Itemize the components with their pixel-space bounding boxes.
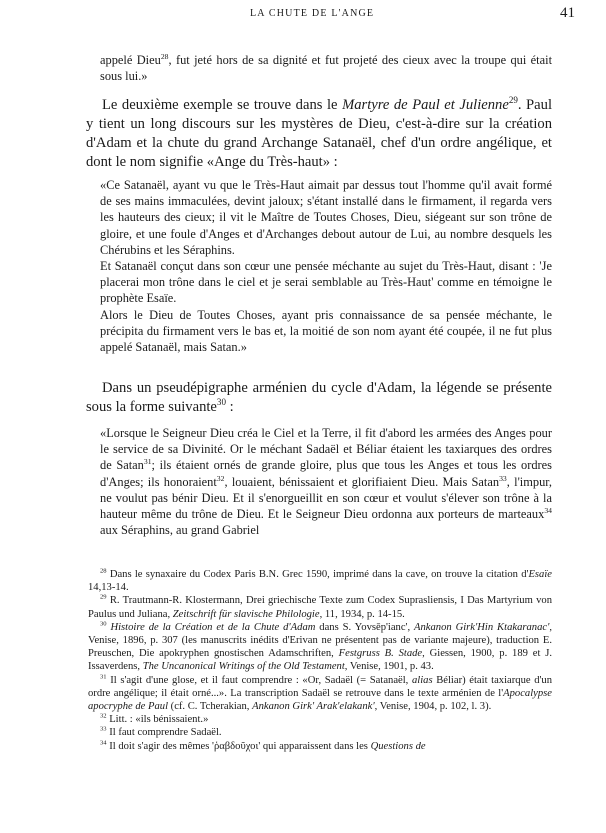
footnote-32: $^{32}$ Litt. : «ils bénissaient.» [100, 712, 209, 726]
running-title: LA CHUTE DE L'ANGE [250, 8, 375, 19]
quote-continuation: appelé Dieu$^{28}$, fut jeté hors de sa dignité et fut projeté des cieux avec la troupe qui était sous lui.» [100, 51, 553, 84]
work-title: Martyre de Paul et Julienne [342, 97, 509, 113]
footnote-ref: 30 [216, 397, 226, 408]
quote-paragraph: Alors le Dieu de Toutes Choses, ayant pris connaissance de sa pensée méchante, le précipita du firmament vers le bas et, la moitié de son nom ayant été coupée, il ne fut plus appelé Satanaël, mais Satan.» [100, 307, 552, 355]
footnote-28: $^{28}$ Dans le synaxaire du Codex Paris B.N. Grec 1590, imprimé dans la cave, on trouve la citation d'Esaïe 14,13-14. [88, 567, 552, 594]
footnote-ref: 33 [499, 473, 507, 483]
footnote-31: $^{31}$ Il s'agit d'une glose, et il faut comprendre : «Or, Sadaël (= Satanaël, alias Béliar) était taxiarque d'un ordre angélique; il était orné...». La transcription Sadaël se retrouve dans le texte arménien de l'Apocalypse apocryphe de Paul (cf. C. Tcherakian, Ankanon Girk' Arak'elakank', Venise, 1904, p. 102, l. 3). [88, 673, 553, 713]
footnotes [88, 568, 552, 753]
quote-satanael [100, 177, 552, 355]
footnote-29: $^{29}$ R. Trautmann-R. Klostermann, Drei griechische Texte zum Codex Suprasliensis, I Das Martyrium von Paulus und Juliana, Zeitschrift für slavische Philologie, 11, 1934, p. 14-15. [88, 593, 552, 620]
footnote-ref: 34 [544, 505, 552, 515]
footnote-34: $^{34}$ Il doit s'agir des mêmes 'ῥαβδοῦχοι' qui apparaissent dans les Questions de [100, 739, 426, 752]
quote-armenian: «Lorsque le Seigneur Dieu créa le Ciel et la Terre, il fit d'abord les armées des Anges pour le service de sa Divinité. Or le méchant Sadaël et Béliar étaient les taxiarques des ordres de Satan$^{31}$; ils étaient ornés de grande gloire, plus que tous les Anges et tous les ordres d'Anges; ils honoraient$^{32}$, louaient, bénissaient et glorifiaient Dieu. Mais Satan$^{33}$, l'impur, ne voulut pas bénir Dieu. Et il s'enorgueillit en son cœur et voulut s'élever son trône à la hauteur même du trône de Dieu. Et le Seigneur Dieu ordonna aux porteurs de marteaux$^{34}$ aux Séraphins, au grand Gabriel [100, 426, 552, 538]
quote-paragraph: «Ce Satanaël, ayant vu que le Très-Haut aimait par dessus tout l'homme qu'il avait formé de ses mains immaculées, devint jaloux; s'étant installé dans le firmament, il regarda vers les hauteurs des cieux; il vit le Maître de Toutes Choses, Dieu, siégeant sur son trône de gloire, et une foule d'Anges et d'Archanges debout autour de Lui, au nombre desquels les Chérubins et les Séraphins. [100, 178, 552, 257]
page-number: 41 [560, 5, 575, 21]
body-paragraph-1: Le deuxième exemple se trouve dans le Martyre de Paul et Julienne$^{29}$. Paul y tient un long discours sur les mystères de Dieu, c'est-à-dire sur la création d'Adam et la chute du grand Archange Satanaël, chef d'un ordre angélique, et dont le nom signifie «Ange du Très-haut» : [86, 95, 552, 170]
footnote-30: $^{30}$ Histoire de la Création et de la Chute d'Adam dans S. Yovsēp'ianc', Ankanon Girk'Hin Ktakaranac', Venise, 1896, p. 307 (les manuscrits inédits d'Erivan ne présentent pas de variante majeure), traduction E. Preuschen, Die apokryphen gnostischen Adamschriften, Festgruss B. Stade, Giessen, 1900, p. 189 et J. Issaverdens, The Uncanonical Writings of the Old Testament, Venise, 1901, p. 43. [88, 620, 552, 673]
footnote-ref: 32 [216, 473, 225, 483]
footnote-ref: 29 [508, 95, 518, 106]
footnote-33: $^{33}$ Il faut comprendre Sadaël. [100, 725, 222, 739]
footnote-ref: 28 [160, 51, 169, 61]
footnote-ref: 31 [143, 457, 152, 467]
quote-paragraph: Et Satanaël conçut dans son cœur une pensée méchante au sujet du Très-Haut, disant : 'Je placerai mon trône dans le ciel et je serai semblable au Très-Haut' comme en témoigne le prophète Esaïe. [100, 259, 552, 306]
body-paragraph-2: Dans un pseudépigraphe arménien du cycle d'Adam, la légende se présente sous la forme suivante$^{30}$ : [86, 380, 552, 415]
